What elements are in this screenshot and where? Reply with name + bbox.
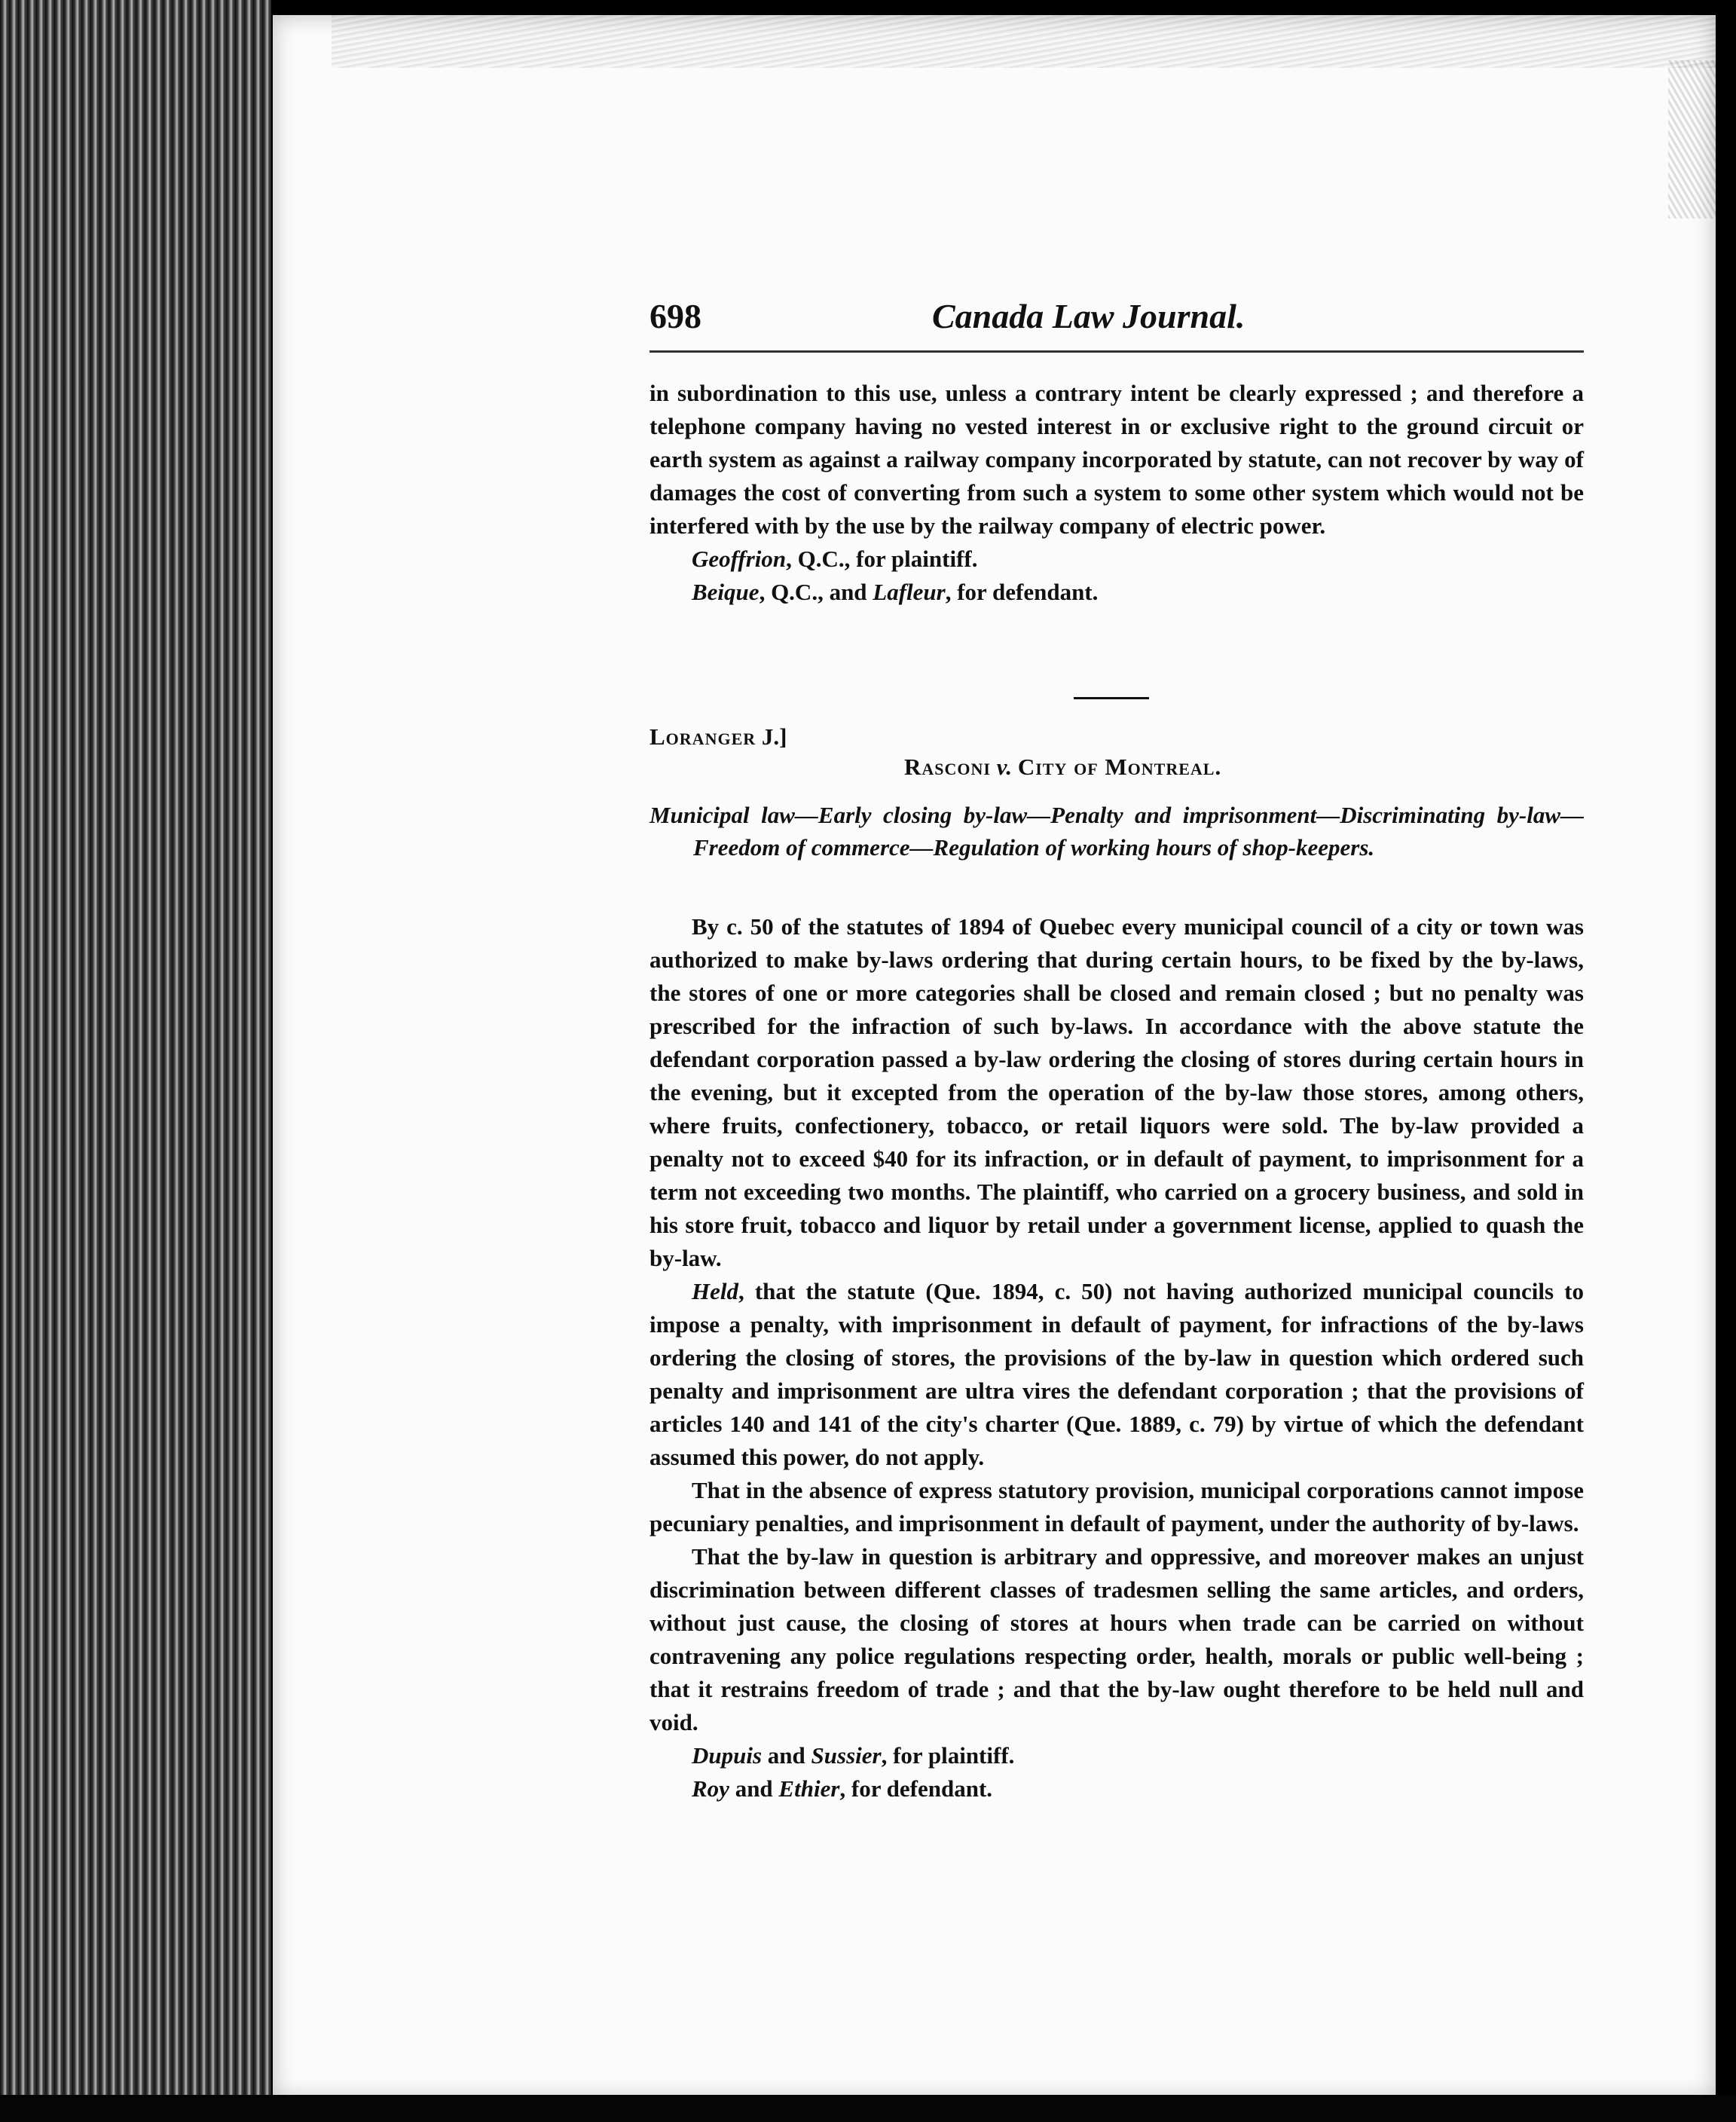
counsel-text: , Q.C., for plaintiff. [786,546,978,572]
counsel-name: Beique [692,579,760,605]
party-one: Rasconi [904,754,991,780]
counsel-text: and [762,1742,811,1769]
held-text: , that the statute (Que. 1894, c. 50) not having authorized municipal councils to impose a penalty, with imprisonment in default of payment, for infractions of the by-laws ordering the closing of stores, the provisions of the by-law in question which ordered such penalty and imprisonment are ultra vires the defendant corporation ; that the provisions of articles 140 and 141 of the city's charter (Que. 1889, c. 79) by virtue of which the defendant assumed this power, do not apply. [649,1278,1584,1470]
judge-name: Loranger [649,723,756,750]
counsel-defendant-line [649,576,1584,609]
previous-case-ending [649,377,1584,609]
counsel-text: , Q.C., and [759,579,873,605]
counsel-plaintiff-line [649,1739,1584,1772]
scan-noise-right [1668,60,1736,219]
counsel-text: , for defendant. [945,579,1099,605]
scan-noise-top [332,0,1733,68]
section-separator [1074,697,1149,699]
headnote-catchwords: Municipal law—Early closing by-law—Penalty and imprisonment—Discriminating by-law—Freedom of commerce—Regulation of working hours of shop-keepers. [649,802,1584,861]
versus: v. [996,754,1013,780]
counsel-text: , for plaintiff. [881,1742,1015,1769]
counsel-plaintiff-line [649,543,1584,576]
counsel-name: Dupuis [692,1742,763,1769]
counsel-name: Roy [692,1775,729,1802]
scan-book-edge [0,0,271,2122]
counsel-text: and [729,1775,779,1802]
counsel-name: Geoffrion [692,546,787,572]
counsel-defendant-line [649,1772,1584,1806]
holding-paragraph-3: That the by-law in question is arbitrary and oppressive, and moreover makes an unjust discrimination between different classes of tradesmen selling the same articles, and orders, without just cause, the closing of stores at hours when trade can be carried on without contravening any police regulations respecting order, health, morals or public well-being ; that it restrains freedom of trade ; and that the by-law ought therefore to be held null and void. [649,1543,1584,1735]
judge-line [649,723,787,751]
previous-case-paragraph: in subordination to this use, unless a contrary intent be clearly expressed ; and therefore a telephone company having no vested interest in or exclusive right to the ground circuit or earth system as against a railway company incorporated by statute, can not recover by way of damages the cost of converting from such a system to some other system which would not be interfered with by the use by the railway company of electric power. [649,380,1584,539]
counsel-name: Lafleur [873,579,946,605]
page-number: 698 [649,297,701,335]
running-title: Canada Law Journal. [932,297,1245,335]
case-title [904,754,1221,781]
case-body [649,910,1584,1806]
scan-bottom-edge [0,2095,1736,2122]
page-header [649,290,1584,358]
counsel-name: Ethier [778,1775,840,1802]
counsel-text: , for defendant. [839,1775,993,1802]
counsel-name: Sussier [811,1742,882,1769]
judge-suffix: J.] [756,723,787,750]
held-paragraph [649,1275,1584,1474]
held-label: Held [692,1278,738,1304]
header-rule [649,350,1584,353]
party-two: City of Montreal. [1017,754,1222,780]
holding-paragraph-2: That in the absence of express statutory provision, municipal corporations cannot impose pecuniary penalties, and imprisonment in default of payment, under the authority of by-laws. [649,1477,1584,1536]
facts-paragraph: By c. 50 of the statutes of 1894 of Quebec every municipal council of a city or town was authorized to make by-laws ordering that during certain hours, to be fixed by the by-laws, the stores of one or more categories shall be closed and remain closed ; but no penalty was prescribed for the infraction of such by-laws. In accordance with the above statute the defendant corporation passed a by-law ordering the closing of stores during certain hours in the evening, but it excepted from the operation of the by-law those stores, among others, where fruits, confectionery, tobacco, or retail liquors were sold. The by-law provided a penalty not to exceed $40 for its infraction, or in default of payment, to imprisonment for a term not exceeding two months. The plaintiff, who carried on a grocery business, and sold in his store fruit, tobacco and liquor by retail under a government license, applied to quash the by-law. [649,913,1584,1271]
